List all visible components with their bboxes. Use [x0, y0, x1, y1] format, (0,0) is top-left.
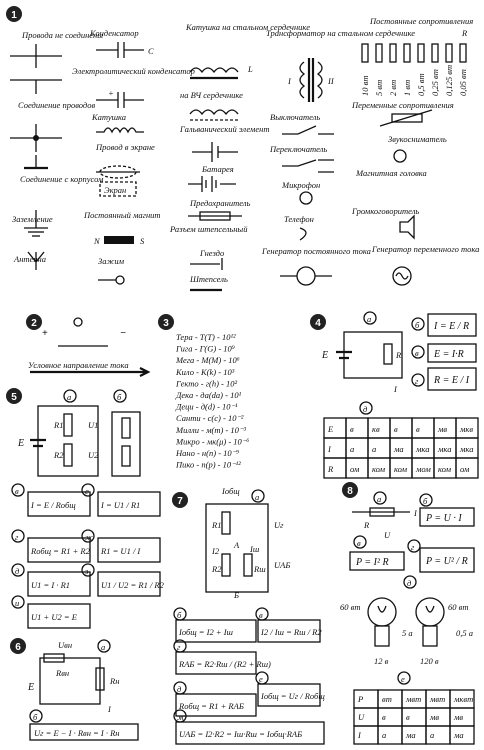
label-capacitor-letter: C	[148, 46, 154, 56]
prefix-row-1: Гига - Г(G) - 10⁹	[176, 343, 235, 354]
label-7-i2: I2	[212, 546, 220, 556]
label-antenna: Антенна	[14, 254, 47, 264]
table8-cell-1-2: в	[406, 712, 410, 722]
label-5-e: E	[18, 438, 25, 449]
ac-wave	[396, 273, 408, 279]
tag-8e: е	[401, 674, 405, 684]
prefix-row-0: Тера - Т(Т) - 10¹²	[176, 332, 236, 342]
table4-cell-0-3: в	[394, 424, 398, 434]
label-magnetic-head: Магнитная головка	[356, 168, 427, 178]
label-6-i: I	[108, 704, 111, 714]
formula-7-4: Rобщ = R1 + RАБ	[179, 701, 244, 711]
table8-cell-2-2: ма	[406, 730, 416, 740]
label-dc-generator: Генератор постоянного тока	[262, 246, 371, 256]
lamp-current-0: 5 а	[402, 628, 413, 638]
tag-6b: б	[33, 712, 38, 722]
circuit-4-loop	[344, 332, 402, 378]
tag-5-1: е	[85, 486, 89, 496]
prefix-row-4: Гекто - г(h) - 10²	[176, 378, 238, 389]
telephone-icon	[300, 228, 306, 240]
label-7-rsh: Rш	[254, 564, 266, 574]
label-permanent-magnet: Постоянный магнит	[84, 210, 161, 220]
label-switch: Выключатель	[270, 112, 321, 122]
prefix-row-9: Микро - мк(μ) - 10⁻⁶	[176, 436, 250, 447]
table4-cell-0-5: мв	[438, 424, 448, 434]
tag-5-4: д	[15, 566, 20, 576]
label-resistor-r: R	[462, 28, 468, 38]
resistor-rating-7: 0,05 вт	[458, 69, 468, 96]
steel-core-coil-icon	[190, 68, 238, 72]
resistor-rating-0: 10 вт	[360, 75, 370, 96]
coil-icon	[96, 128, 144, 132]
tag-5-5: з	[85, 566, 89, 576]
table4-cell-1-3: ма	[394, 444, 404, 454]
loudspeaker-icon	[400, 216, 414, 238]
label-e: E	[322, 350, 329, 361]
section-8	[340, 482, 474, 744]
tag-8g: г	[411, 542, 415, 552]
label-steel-core-coil: Катушка на стальном сердечнике	[186, 22, 310, 32]
formula-5-2: Rобщ = R1 + R2	[31, 546, 90, 556]
prefix-row-2: Мега - М(M) - 10⁶	[176, 355, 240, 366]
formula-5-4: U1 = I · R1	[31, 580, 71, 590]
resistor-row	[362, 44, 466, 62]
selector-switch-icon	[282, 160, 334, 172]
table8-cell-1-1: в	[382, 712, 386, 722]
table4-cell-2-0: R	[328, 464, 334, 474]
table4-cell-1-2: а	[372, 444, 377, 454]
galvanic-cell-icon	[192, 142, 238, 162]
label-transformer: Трансформатор на стальном сердечнике	[266, 28, 416, 38]
shunt-resistor-icon	[244, 554, 252, 576]
section-7	[172, 486, 325, 744]
label-plug: Штепсель	[190, 274, 228, 284]
table4-cell-1-0: I	[328, 444, 331, 454]
table8-cell-0-2: мвт	[406, 694, 422, 704]
table4-cell-2-1: ом	[350, 464, 360, 474]
transformer-secondary	[318, 62, 322, 98]
label-wires-not-connected: Провода не соединены	[22, 30, 104, 40]
tag-6a: а	[101, 642, 106, 652]
table4-cell-0-6: мкв	[460, 424, 474, 434]
label-r: R	[396, 350, 402, 360]
variable-resistor-arrow	[380, 110, 432, 126]
label-galvanic-cell: Гальванический элемент	[180, 124, 270, 134]
table4-cell-0-2: кв	[372, 424, 380, 434]
resistor-icon-0	[362, 44, 368, 62]
formula-5-3: R1 = U1 / I	[101, 546, 141, 556]
minus-terminal: −	[120, 328, 127, 339]
prefix-row-8: Милли - м(m) - 10⁻³	[176, 424, 246, 435]
label-7-r2: R2	[212, 564, 222, 574]
resistor-icon-5	[432, 44, 438, 62]
tag-7-3: е	[259, 674, 263, 684]
resistor-icon-6	[446, 44, 452, 62]
badge-3-label: 3	[163, 318, 169, 329]
formula-6: Uг = E − I · Rвн = I · Rн	[34, 728, 120, 738]
junction-dot-icon	[33, 135, 39, 141]
table4-cell-2-3: ком	[394, 464, 408, 474]
table4-cell-1-6: мка	[460, 444, 474, 454]
label-7-iobsh: Iобщ	[222, 486, 240, 496]
formula-power-3: P = U² / R	[426, 556, 468, 567]
table8-cell-2-3: а	[430, 730, 435, 740]
table8-cell-2-4: ма	[454, 730, 464, 740]
label-winding-ii: II	[328, 76, 334, 86]
formula-7-2: RАБ = R2·Rш / (R2 + Rш)	[179, 659, 271, 669]
resistor-rating-4: 0,5 вт	[416, 73, 426, 96]
lamp-power-0: 60 вт	[340, 602, 361, 612]
resistor-icon-1	[376, 44, 382, 62]
label-chassis-connection: Соединение с корпусом	[20, 174, 104, 184]
resistor-7-r1-icon	[222, 512, 230, 534]
lamp-base-icon-0	[375, 626, 389, 646]
table4-cell-2-5: ком	[438, 464, 452, 474]
formulas-5	[12, 484, 165, 628]
resistor-icon-2	[390, 44, 396, 62]
badge-2-label: 2	[31, 318, 37, 329]
label-winding-i: I	[288, 76, 291, 86]
label-5-u1: U1	[88, 420, 99, 430]
units-table-8	[354, 690, 474, 744]
units-table-4	[324, 418, 478, 478]
label-fuse: Предохранитель	[190, 198, 251, 208]
lamp-voltage-1: 120 в	[420, 656, 439, 666]
pickup-icon	[394, 150, 406, 162]
table4-cell-2-6: ом	[460, 464, 470, 474]
label-8-u: U	[384, 530, 391, 540]
label-plug-connector: Разъем штепсельный	[170, 224, 248, 234]
formula-ohm-1: I = E / R	[434, 321, 470, 332]
magnet-icon	[104, 236, 134, 244]
prefix-row-10: Нано - н(n) - 10⁻⁹	[176, 448, 240, 458]
label-socket: Гнездо	[200, 248, 225, 258]
tag-8v: в	[357, 538, 361, 548]
prefix-row-6: Деци - д(d) - 10⁻¹	[176, 401, 238, 412]
table4-cell-0-1: в	[350, 424, 354, 434]
tag-7-0: б	[177, 610, 182, 620]
label-5-r1: R1	[54, 420, 64, 430]
resistor-icon-3	[404, 44, 410, 62]
table8-cell-1-4: мв	[454, 712, 464, 722]
circuit-6-loop	[40, 658, 100, 704]
tag-8d: д	[407, 578, 412, 588]
badge-8-label: 8	[347, 486, 353, 497]
resistor-r-icon	[384, 344, 392, 364]
label-ubn: Uвн	[58, 640, 73, 650]
badge-1-label: 1	[11, 10, 17, 21]
table8-cell-0-3: мвт	[430, 694, 446, 704]
resistor-rating-6: 0,125 вт	[444, 64, 454, 96]
capacitor-icon	[96, 42, 144, 58]
label-screen: Экран	[104, 185, 127, 195]
label-coil: Катушка	[92, 112, 127, 122]
label-electrolytic-capacitor: Электролитический конденсатор	[72, 66, 195, 76]
tag-8b: б	[423, 496, 428, 506]
resistor-r1-icon	[64, 414, 72, 436]
table8-cell-1-0: U	[358, 712, 365, 722]
label-7-r1: R1	[212, 520, 222, 530]
table4-cell-0-0: E	[328, 424, 334, 434]
label-7-uab: UАБ	[274, 560, 291, 570]
si-prefix-list	[175, 332, 249, 470]
section-4	[310, 312, 478, 478]
clamp-icon	[116, 276, 124, 284]
label-current: I	[394, 384, 397, 394]
resistor-rating-2: 2 вт	[388, 79, 398, 96]
resistor-icon-7	[460, 44, 466, 62]
label-selector-switch: Переключатель	[270, 144, 328, 154]
label-rbn: Rвн	[56, 668, 70, 678]
badge-6-label: 6	[15, 642, 21, 653]
resistor-rating-5: 0,25 вт	[430, 69, 440, 96]
resistor-icon-4	[418, 44, 424, 62]
section-5	[6, 388, 165, 628]
tag-b: б	[415, 320, 420, 330]
label-8-i: I	[414, 508, 417, 518]
tag-7-4: д	[177, 684, 182, 694]
prefix-row-5: Дека - да(da) - 10¹	[176, 390, 242, 400]
label-loudspeaker: Громкоговоритель	[352, 206, 420, 216]
formula-ohm-2: E = I·R	[434, 349, 464, 360]
label-rn: Rн	[110, 676, 120, 686]
plus-terminal: +	[42, 328, 48, 339]
tag-7-5: ж	[177, 712, 185, 722]
label-pickup: Звукосниматель	[388, 134, 447, 144]
resistor-rating-3: 1 вт	[402, 79, 412, 96]
tag-5-2: г	[15, 532, 19, 542]
table4-cell-0-4: в	[416, 424, 420, 434]
label-7-node-a: А	[234, 540, 240, 550]
label-battery: Батарея	[202, 164, 234, 174]
formula-power-2: P = I² R	[356, 557, 389, 568]
current-direction-label: Условное направление тока	[28, 360, 129, 370]
formulas-7	[174, 608, 325, 744]
formula-ohm-3: R = E / I	[434, 375, 470, 386]
lamp-current-1: 0,5 а	[456, 628, 473, 638]
label-microphone: Микрофон	[282, 180, 321, 190]
resistor-5b-r2-icon	[122, 446, 130, 466]
label-7-node-b: Б	[234, 590, 240, 600]
hf-core-coil-icon	[190, 110, 238, 114]
table8-cell-0-0: P	[358, 694, 364, 704]
dc-generator-icon	[297, 267, 315, 285]
plus-sign-electrolytic: +	[108, 88, 114, 98]
badge-7-label: 7	[177, 496, 183, 507]
badge-5-label: 5	[11, 392, 17, 403]
formula-power-1: P = U · I	[426, 513, 462, 524]
label-8-r: R	[364, 520, 370, 530]
table8-cell-0-1: вт	[382, 694, 392, 704]
section-6	[10, 638, 138, 740]
lamp-base-icon-1	[423, 626, 437, 646]
electron-icon	[74, 318, 82, 326]
section-1	[6, 6, 479, 290]
resistor-r2-icon	[64, 444, 72, 466]
prefix-row-3: Кило - К(k) - 10³	[176, 366, 235, 377]
tag-a: а	[367, 314, 372, 324]
resistor-5b-r1-icon	[122, 418, 130, 438]
label-shielded-wire: Провод в экране	[96, 142, 155, 152]
section-3	[158, 314, 249, 470]
formula-5-0: I = E / Rобщ	[31, 500, 76, 510]
label-7-ui: Uг	[274, 520, 284, 530]
label-inductance-l: L	[248, 64, 253, 74]
table4-cell-1-4: мка	[416, 444, 430, 454]
lamp-filament-icon-1	[426, 606, 434, 612]
table8-cell-2-1: а	[382, 730, 387, 740]
tag-g: г	[415, 376, 419, 386]
prefix-row-7: Санти - с(с) - 10⁻²	[176, 413, 244, 424]
formula-5-1: I = U1 / R1	[101, 500, 141, 510]
badge-4-label: 4	[315, 318, 321, 329]
tag-5a: а	[67, 392, 72, 402]
lamps-8	[340, 598, 473, 666]
label-magnet-s: S	[140, 236, 145, 246]
switch-icon	[282, 126, 334, 134]
tag-7a: а	[255, 492, 260, 502]
tag-5-6: и	[15, 598, 20, 608]
label-ground: Заземление	[12, 214, 53, 224]
table4-cell-2-4: мом	[416, 464, 431, 474]
resistor-ratings	[360, 65, 468, 96]
label-5-r2: R2	[54, 450, 64, 460]
formula-7-1: I2 / Iш = Rш / R2	[261, 627, 322, 637]
lamp-voltage-0: 12 в	[374, 656, 389, 666]
formula-5-5: U1 / U2 = R1 / R2	[101, 580, 164, 590]
label-variable-resistors: Переменные сопротивления	[352, 100, 454, 110]
formula-7-0: Iобщ = I2 + Iш	[179, 627, 233, 637]
label-fixed-resistors: Постоянные сопротивления	[370, 16, 474, 26]
tag-5b: б	[117, 392, 122, 402]
table4-cell-2-2: ком	[372, 464, 386, 474]
tag-7-1: в	[259, 610, 263, 620]
label-clamp: Зажим	[98, 256, 125, 266]
tag-5-3: ж	[85, 532, 93, 542]
microphone-icon	[300, 192, 312, 204]
tag-8a: а	[377, 494, 382, 504]
formula-5-6: U1 + U2 = E	[31, 612, 77, 622]
electrolytic-capacitor-icon	[96, 92, 144, 108]
label-hf-core: на ВЧ сердечнике	[180, 90, 243, 100]
section-2	[26, 314, 148, 376]
tag-d: д	[363, 404, 368, 414]
label-ac-generator: Генератор переменного тока	[372, 244, 480, 254]
prefix-row-11: Пико - п(p) - 10⁻¹²	[176, 459, 241, 470]
label-6-e: E	[28, 682, 35, 693]
label-5-u2: U2	[88, 450, 99, 460]
tag-7-2: г	[177, 642, 181, 652]
resistor-rating-1: 5 вт	[374, 79, 384, 96]
label-telephone: Телефон	[284, 214, 314, 224]
label-wire-connection: Соединение проводов	[18, 100, 96, 110]
tag-v: в	[415, 348, 419, 358]
table4-cell-1-1: а	[350, 444, 355, 454]
lamp-filament-icon-0	[378, 606, 386, 612]
transformer-icon	[300, 62, 304, 98]
tag-5-0: в	[15, 486, 19, 496]
formula-7-5: UАБ = I2·R2 = Iш·Rш = Iобщ·RАБ	[179, 729, 303, 739]
socket-icon	[190, 258, 222, 270]
lamp-power-1: 60 вт	[448, 602, 469, 612]
label-magnet-n: N	[94, 236, 100, 246]
table8-cell-1-3: мв	[430, 712, 440, 722]
formula-7-3: Iобщ = Uг / Rобщ	[261, 691, 325, 701]
table8-cell-0-4: мквт	[454, 694, 474, 704]
label-7-ish: Iш	[250, 544, 260, 554]
table4-cell-1-5: мка	[438, 444, 452, 454]
battery-icon	[188, 176, 236, 192]
resistor-7-r2-icon	[222, 554, 230, 576]
table8-cell-2-0: I	[358, 730, 361, 740]
label-capacitor: Конденсатор	[90, 28, 139, 38]
